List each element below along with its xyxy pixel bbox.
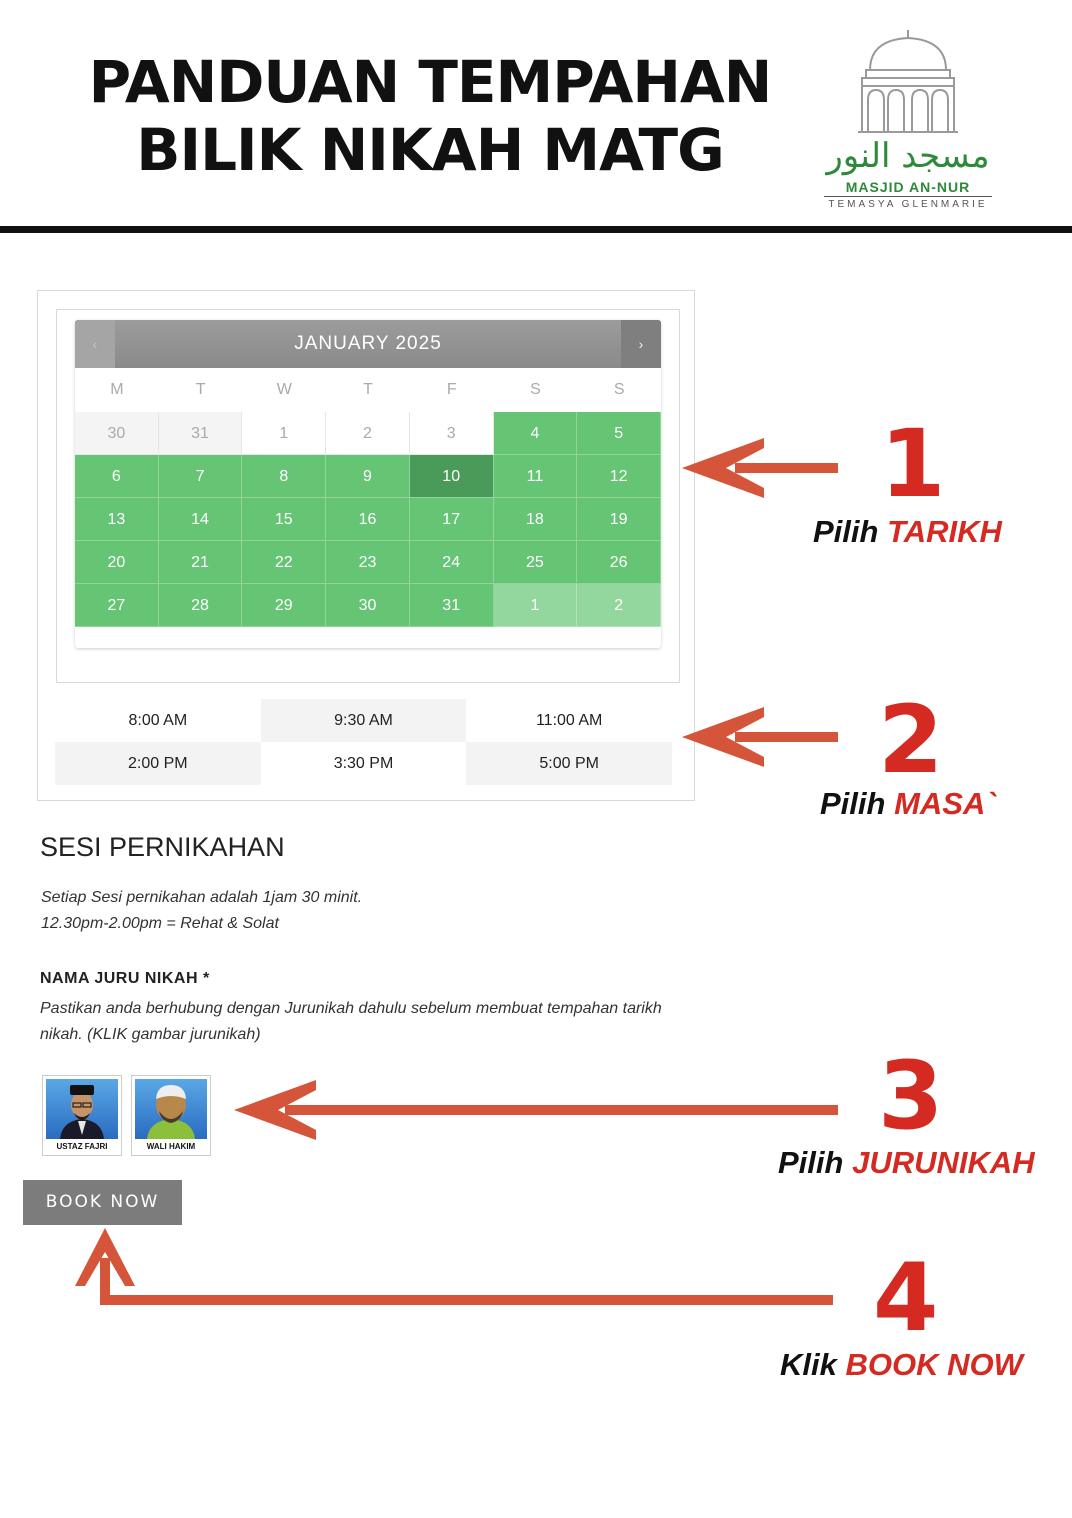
calendar-day[interactable]: 18 — [494, 498, 578, 541]
arrow-left-icon — [682, 438, 838, 498]
calendar — [75, 320, 661, 648]
step-target: TARIKH — [887, 514, 1002, 549]
calendar-day[interactable]: 20 — [75, 541, 159, 584]
jurunikah-label: NAMA JURU NIKAH * — [40, 970, 210, 987]
jurunikah-name: WALI HAKIM — [146, 1142, 196, 1151]
calendar-day[interactable]: 22 — [242, 541, 326, 584]
calendar-day[interactable]: 25 — [494, 541, 578, 584]
step-label-1 — [813, 514, 1002, 550]
session-note-1: Setiap Sesi pernikahan adalah 1jam 30 minit. — [41, 889, 363, 906]
calendar-day[interactable]: 31 — [410, 584, 494, 627]
step-verb: Klik — [780, 1347, 837, 1382]
calendar-day-selected[interactable]: 10 — [410, 455, 494, 498]
booking-panel — [37, 290, 695, 801]
weekday-label: T — [363, 381, 373, 398]
session-note-2: 12.30pm-2.00pm = Rehat & Solat — [41, 915, 279, 932]
session-title: SESI PERNIKAHAN — [40, 832, 285, 862]
calendar-day[interactable]: 14 — [159, 498, 243, 541]
logo-subtitle: TEMASYA GLENMARIE — [828, 199, 988, 210]
calendar-day[interactable]: 8 — [242, 455, 326, 498]
step-target: MASA` — [894, 786, 996, 821]
jurunikah-name: USTAZ FAJRI — [56, 1142, 108, 1151]
calendar-day[interactable]: 7 — [159, 455, 243, 498]
wali-hakim-photo — [135, 1079, 207, 1139]
calendar-day: 30 — [75, 412, 159, 455]
calendar-day[interactable]: 19 — [577, 498, 661, 541]
step-target: BOOK NOW — [845, 1347, 1023, 1382]
arrow-up-icon — [75, 1228, 833, 1305]
calendar-day[interactable]: 29 — [242, 584, 326, 627]
step-label-3 — [778, 1145, 1035, 1181]
calendar-month-label: JANUARY 2025 — [294, 333, 442, 354]
weekday-label: T — [195, 381, 206, 398]
arrow-left-icon — [682, 707, 838, 767]
page-title-line-2: BILIK NIKAH MATG — [136, 116, 724, 184]
page-title-line-1: PANDUAN TEMPAHAN — [88, 48, 772, 116]
step-number-2: 2 — [878, 686, 944, 795]
step-number-4: 4 — [873, 1244, 939, 1353]
calendar-weekday-row — [75, 368, 661, 412]
calendar-day[interactable]: 13 — [75, 498, 159, 541]
calendar-day: 3 — [410, 412, 494, 455]
calendar-frame — [56, 309, 680, 683]
mosque-dome-icon — [822, 28, 994, 138]
time-slot-button[interactable]: 5:00 PM — [466, 742, 672, 785]
book-now-button[interactable]: BOOK NOW — [23, 1180, 182, 1225]
calendar-day[interactable]: 12 — [577, 455, 661, 498]
jurunikah-description: Pastikan anda berhubung dengan Jurunikah dahulu sebelum membuat tempahan tarikh nikah. (KLIK gambar jurunikah) — [40, 1000, 662, 1043]
weekday-label: S — [530, 381, 541, 398]
calendar-day[interactable]: 30 — [326, 584, 410, 627]
page-title — [80, 48, 780, 184]
calendar-day[interactable]: 21 — [159, 541, 243, 584]
calendar-day[interactable]: 23 — [326, 541, 410, 584]
calendar-day[interactable]: 6 — [75, 455, 159, 498]
calendar-day[interactable]: 2 — [577, 584, 661, 627]
calendar-day[interactable]: 26 — [577, 541, 661, 584]
arrow-left-icon — [234, 1080, 838, 1140]
step-number-1: 1 — [880, 410, 946, 519]
person-avatar-icon — [46, 1079, 118, 1139]
calendar-prev-button[interactable]: ‹ — [75, 320, 115, 368]
time-slot-button[interactable]: 2:00 PM — [55, 742, 261, 785]
calendar-day-grid — [75, 412, 661, 627]
step-verb: Pilih — [820, 786, 886, 821]
step-target: JURUNIKAH — [852, 1145, 1035, 1180]
jurunikah-option-wali-hakim[interactable] — [131, 1075, 211, 1156]
cartoon-avatar-icon — [135, 1079, 207, 1139]
calendar-day[interactable]: 11 — [494, 455, 578, 498]
logo-divider — [824, 196, 992, 197]
weekday-label: F — [446, 381, 457, 398]
logo-name: MASJID AN-NUR — [845, 179, 971, 195]
calendar-day[interactable]: 5 — [577, 412, 661, 455]
calendar-day[interactable]: 15 — [242, 498, 326, 541]
time-slot-button[interactable]: 8:00 AM — [128, 712, 188, 729]
time-slot-grid — [55, 699, 672, 785]
weekday-label: W — [276, 381, 292, 398]
calendar-day: 31 — [159, 412, 243, 455]
calendar-day[interactable]: 1 — [494, 584, 578, 627]
time-slot-button[interactable]: 3:30 PM — [333, 755, 394, 772]
step-label-2 — [820, 786, 996, 822]
calendar-next-button[interactable]: › — [621, 320, 661, 368]
calendar-day: 1 — [242, 412, 326, 455]
calendar-day[interactable]: 24 — [410, 541, 494, 584]
calendar-header — [75, 320, 661, 368]
weekday-label: S — [613, 381, 625, 398]
mosque-logo — [822, 28, 994, 213]
calendar-day[interactable]: 9 — [326, 455, 410, 498]
header-divider — [0, 226, 1072, 233]
calendar-day[interactable]: 17 — [410, 498, 494, 541]
jurunikah-option-ustaz-fajri[interactable] — [42, 1075, 122, 1156]
calendar-day[interactable]: 27 — [75, 584, 159, 627]
calendar-day[interactable]: 28 — [159, 584, 243, 627]
step-number-3: 3 — [878, 1042, 944, 1151]
step-label-4 — [780, 1347, 1023, 1383]
time-slot-button[interactable]: 9:30 AM — [261, 699, 467, 742]
weekday-label: M — [110, 381, 124, 398]
calendar-day[interactable]: 4 — [494, 412, 578, 455]
ustaz-fajri-photo — [46, 1079, 118, 1139]
step-verb: Pilih — [813, 514, 879, 549]
step-verb: Pilih — [778, 1145, 844, 1180]
calendar-day: 2 — [326, 412, 410, 455]
calendar-day[interactable]: 16 — [326, 498, 410, 541]
logo-arabic-text: مسجد النور — [826, 136, 990, 176]
time-slot-button[interactable]: 11:00 AM — [535, 712, 603, 729]
